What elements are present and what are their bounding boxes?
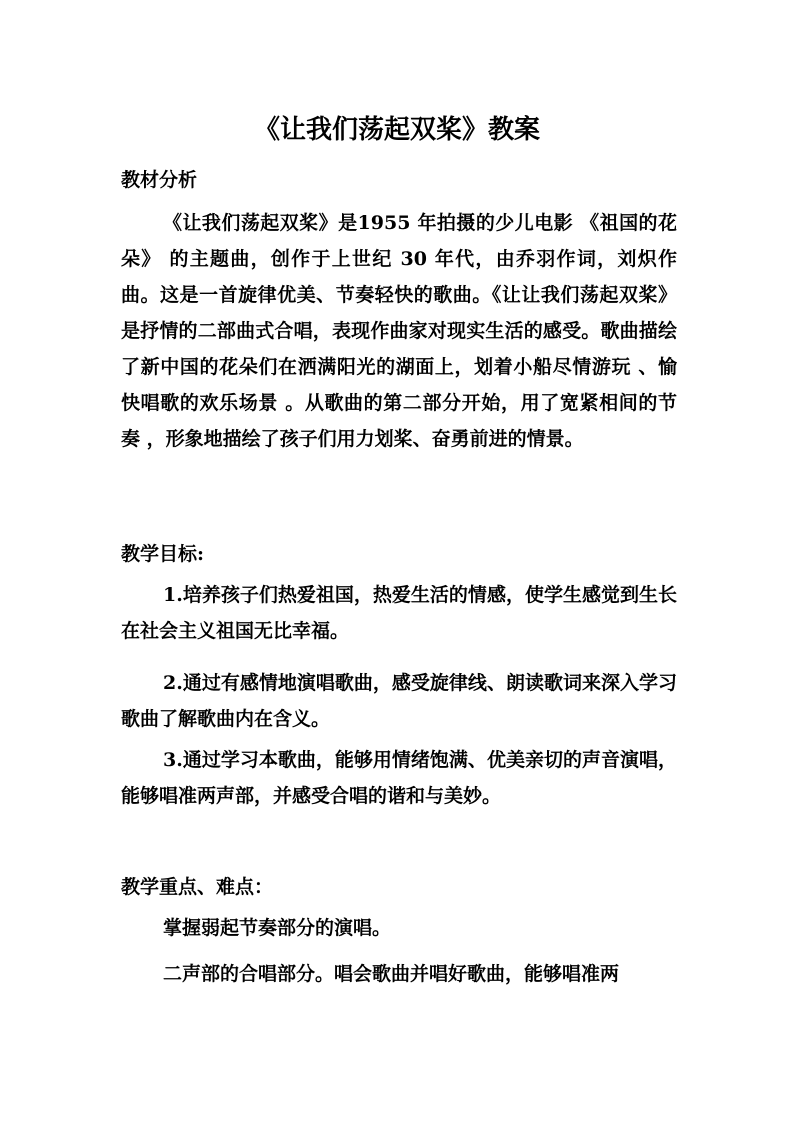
goal-item-2: 2.通过有感情地演唱歌曲，感受旋律线、朗读歌词来深入学习歌曲了解歌曲内在含义。 (121, 672, 677, 730)
section-heading-analysis: 教材分析 (121, 169, 198, 191)
section-heading-key-points: 教学重点、难点： (121, 876, 274, 898)
analysis-paragraph: 《让我们荡起双桨》是1955 年拍摄的少儿电影 《祖国的花朵》 的主题曲，创作于上世纪 30 年代，由乔羽作词，刘炽作曲。这是一首旋律优美、节奏轻快的歌曲。《让让我们荡起双桨》 是抒情的二部曲式合唱，表现作曲家对现实生活的感受。歌曲描绘了新中国的花朵们在洒满阳光的湖面上，划着小船尽情游玩 、愉快唱歌的欢乐场景 。从歌曲的第二部分开始，用了宽紧相间的节奏 ，形象地描绘了孩子们用力划桨、奋勇前进的情景。 (121, 212, 677, 450)
goal-item-1: 1.培养孩子们热爱祖国，热爱生活的情感，使学生感觉到生长在社会主义祖国无比幸福。 (121, 584, 677, 642)
goal-item-3: 3.通过学习本歌曲，能够用情绪饱满、优美亲切的声音演唱， 能够唱准两声部，并感受合唱的谐和与美妙。 (121, 749, 677, 807)
section-heading-goals: 教学目标: (121, 543, 205, 565)
key-point-line-2: 二声部的合唱部分。唱会歌曲并唱好歌曲，能够唱准两 (163, 963, 620, 985)
key-point-line-1: 掌握弱起节奏部分的演唱。 (163, 917, 392, 939)
document-title: 《让我们荡起双桨》教案 (253, 115, 540, 145)
